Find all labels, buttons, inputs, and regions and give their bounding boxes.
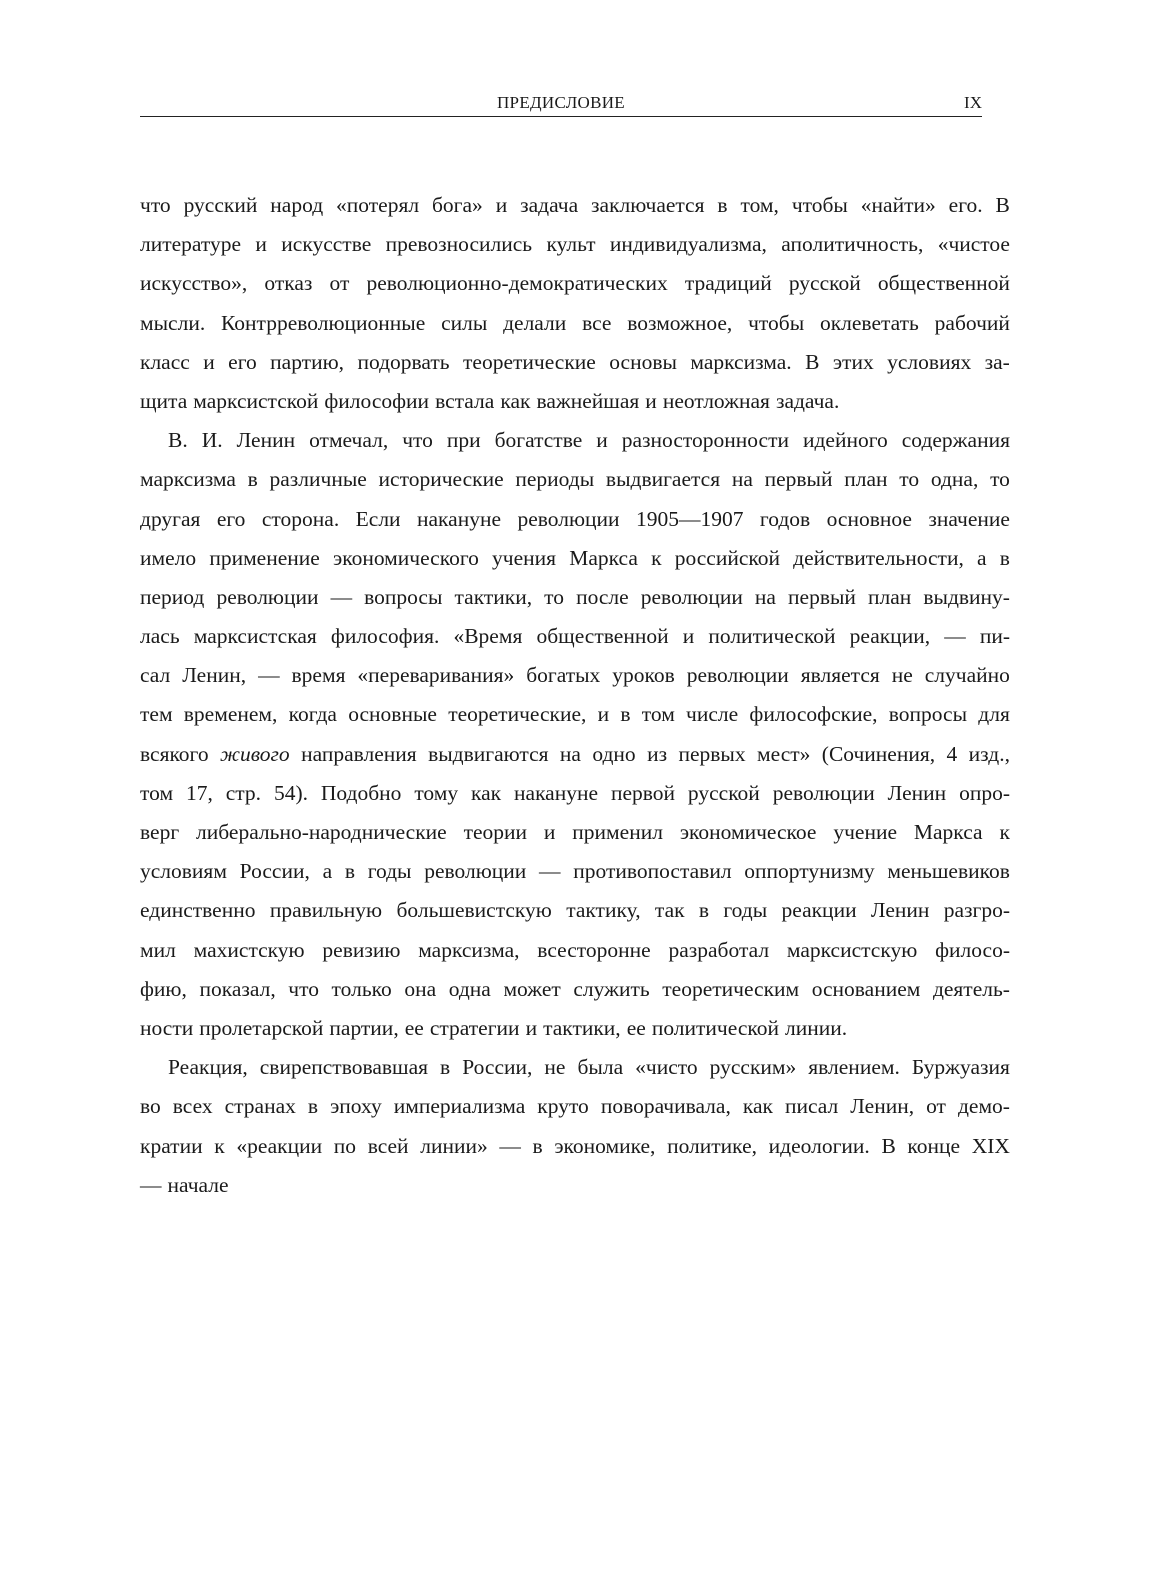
text-line: искусство», отказ от революционно-демократических традиций русской общественной	[140, 271, 1010, 296]
paragraph	[140, 1048, 1010, 1205]
text-line: лась марксистская философия. «Время общественной и политической реакции, — пи-	[140, 624, 1010, 649]
running-head-title: ПРЕДИСЛОВИЕ	[496, 93, 625, 112]
text-line: мил махистскую ревизию марксизма, всесторонне разработал марксистскую филосо-	[140, 937, 1010, 962]
text-line: сал Ленин, — время «переваривания» богатых уроков революции является не случайно	[140, 663, 1010, 688]
text-line: марксизма в различные исторические периоды выдвигается на первый план то одна, то	[140, 467, 1010, 492]
text-line: верг либерально-народнические теории и применил экономическое учение Маркса к	[140, 820, 1010, 844]
running-header	[140, 92, 982, 117]
text-line: имело применение экономического учения Маркса к российской действительности, а в	[140, 545, 1010, 570]
text-line: условиям России, а в годы революции — противопоставил оппортунизму меньшевиков	[140, 859, 1010, 884]
text-line: во всех странах в эпоху империализма круто поворачивала, как писал Ленин, от демо-	[140, 1094, 1010, 1119]
text-line: — начале	[140, 1172, 229, 1197]
body-text	[140, 186, 1010, 1205]
text-line: фию, показал, что только она одна может служить теоретическим основанием деятель-	[140, 976, 1010, 1001]
text-line: Реакция, свирепствовавшая в России, не была «чисто русским» явлением. Буржуазия	[168, 1055, 1010, 1080]
text-line: класс и его партию, подорвать теоретические основы марксизма. В этих условиях за-	[140, 349, 1010, 374]
text-line: что русский народ «потерял бога» и задача заключается в том, чтобы «найти» его. В	[140, 193, 1010, 217]
text-line: кратии к «реакции по всей линии» — в экономике, политике, идеологии. В конце XIX	[140, 1133, 1010, 1158]
text-line: всякого живого направления выдвигаются на одно из первых мест» (Сочинения, 4 изд.,	[140, 741, 1010, 766]
page-number: IX	[964, 93, 982, 112]
text-line: ности пролетарской партии, ее стратегии и тактики, ее политической линии.	[140, 1015, 848, 1040]
paragraph	[140, 421, 1010, 1048]
text-line: щита марксистской философии встала как важнейшая и неотложная задача.	[140, 388, 840, 413]
text-line: литературе и искусстве превозносились культ индивидуализма, аполитичность, «чистое	[140, 232, 1010, 257]
text-line: другая его сторона. Если накануне революции 1905—1907 годов основное значение	[140, 506, 1010, 531]
text-line: период революции — вопросы тактики, то после революции на первый план выдвину-	[140, 584, 1010, 609]
text-line: единственно правильную большевистскую тактику, так в годы реакции Ленин разгро-	[140, 898, 1010, 923]
text-line: В. И. Ленин отмечал, что при богатстве и разносторонности идейного содержания	[168, 428, 1010, 453]
paragraph	[140, 186, 1010, 421]
text-line: том 17, стр. 54). Подобно тому как накануне первой русской революции Ленин опро-	[140, 780, 1010, 805]
text-line: тем временем, когда основные теоретические, и в том числе философские, вопросы для	[140, 702, 1010, 727]
text-line: мысли. Контрреволюционные силы делали все возможное, чтобы оклеветать рабочий	[140, 310, 1010, 335]
